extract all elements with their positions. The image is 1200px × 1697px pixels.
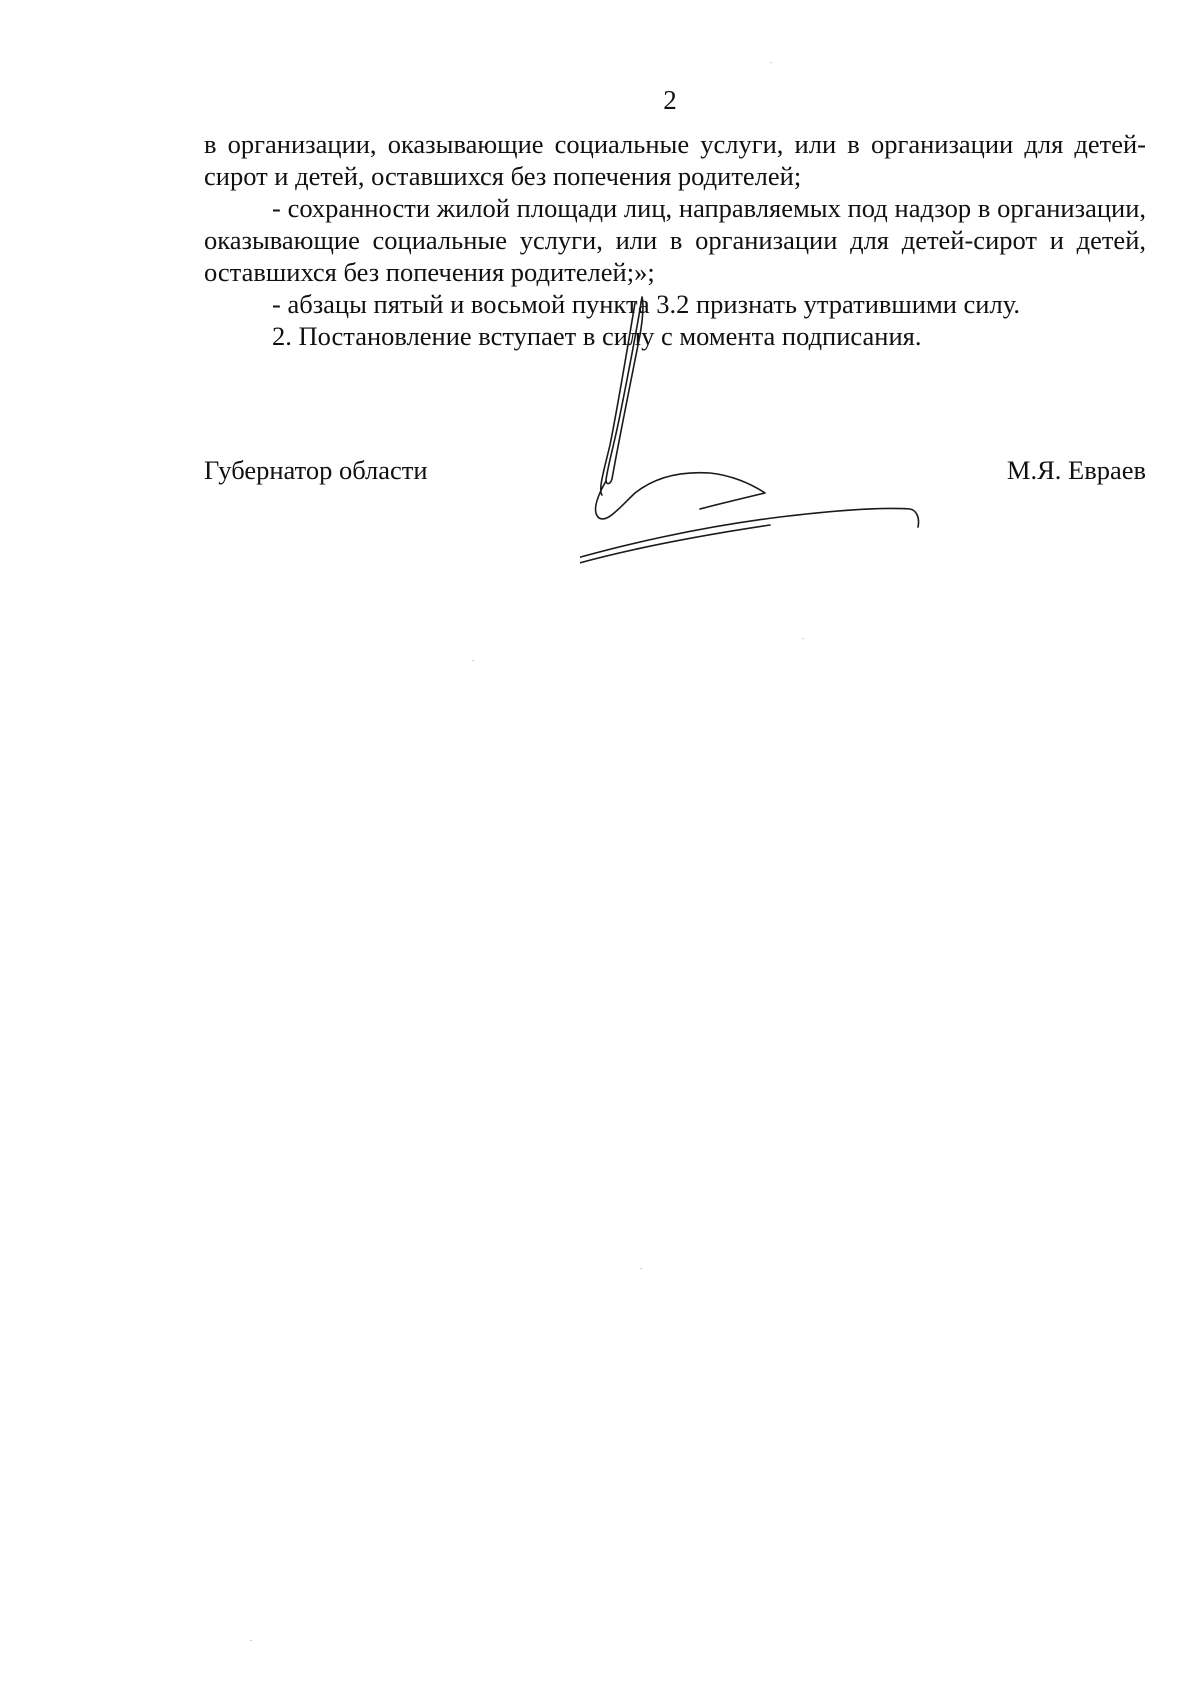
paragraph-continuation: в организации, оказывающие социальные услуги, или в организации для детей-сирот и детей, оставшихся без попечения родителей; — [204, 129, 1146, 191]
signatory-name: М.Я. Евраев — [1006, 455, 1146, 485]
page-number: 2 — [663, 85, 677, 115]
scan-speck — [640, 1268, 642, 1269]
handwritten-signature — [580, 295, 960, 585]
scan-speck — [250, 1640, 252, 1641]
scan-speck — [770, 62, 772, 63]
scan-speck — [802, 638, 804, 639]
paragraph-housing-preservation: - сохранности жилой площади лиц, направляемых под надзор в организации, оказывающие социальные услуги, или в организации для детей-сирот и детей, оставшихся без попечения родителей;»; — [204, 193, 1146, 287]
paragraph-effective-date: 2. Постановление вступает в силу с момента подписания. — [272, 321, 922, 351]
signature-icon — [580, 295, 960, 585]
paragraph-repeal-clauses: - абзацы пятый и восьмой пункта 3.2 признать утратившими силу. — [272, 289, 1020, 319]
signatory-position: Губернатор области — [204, 455, 428, 485]
scan-speck — [472, 660, 474, 661]
